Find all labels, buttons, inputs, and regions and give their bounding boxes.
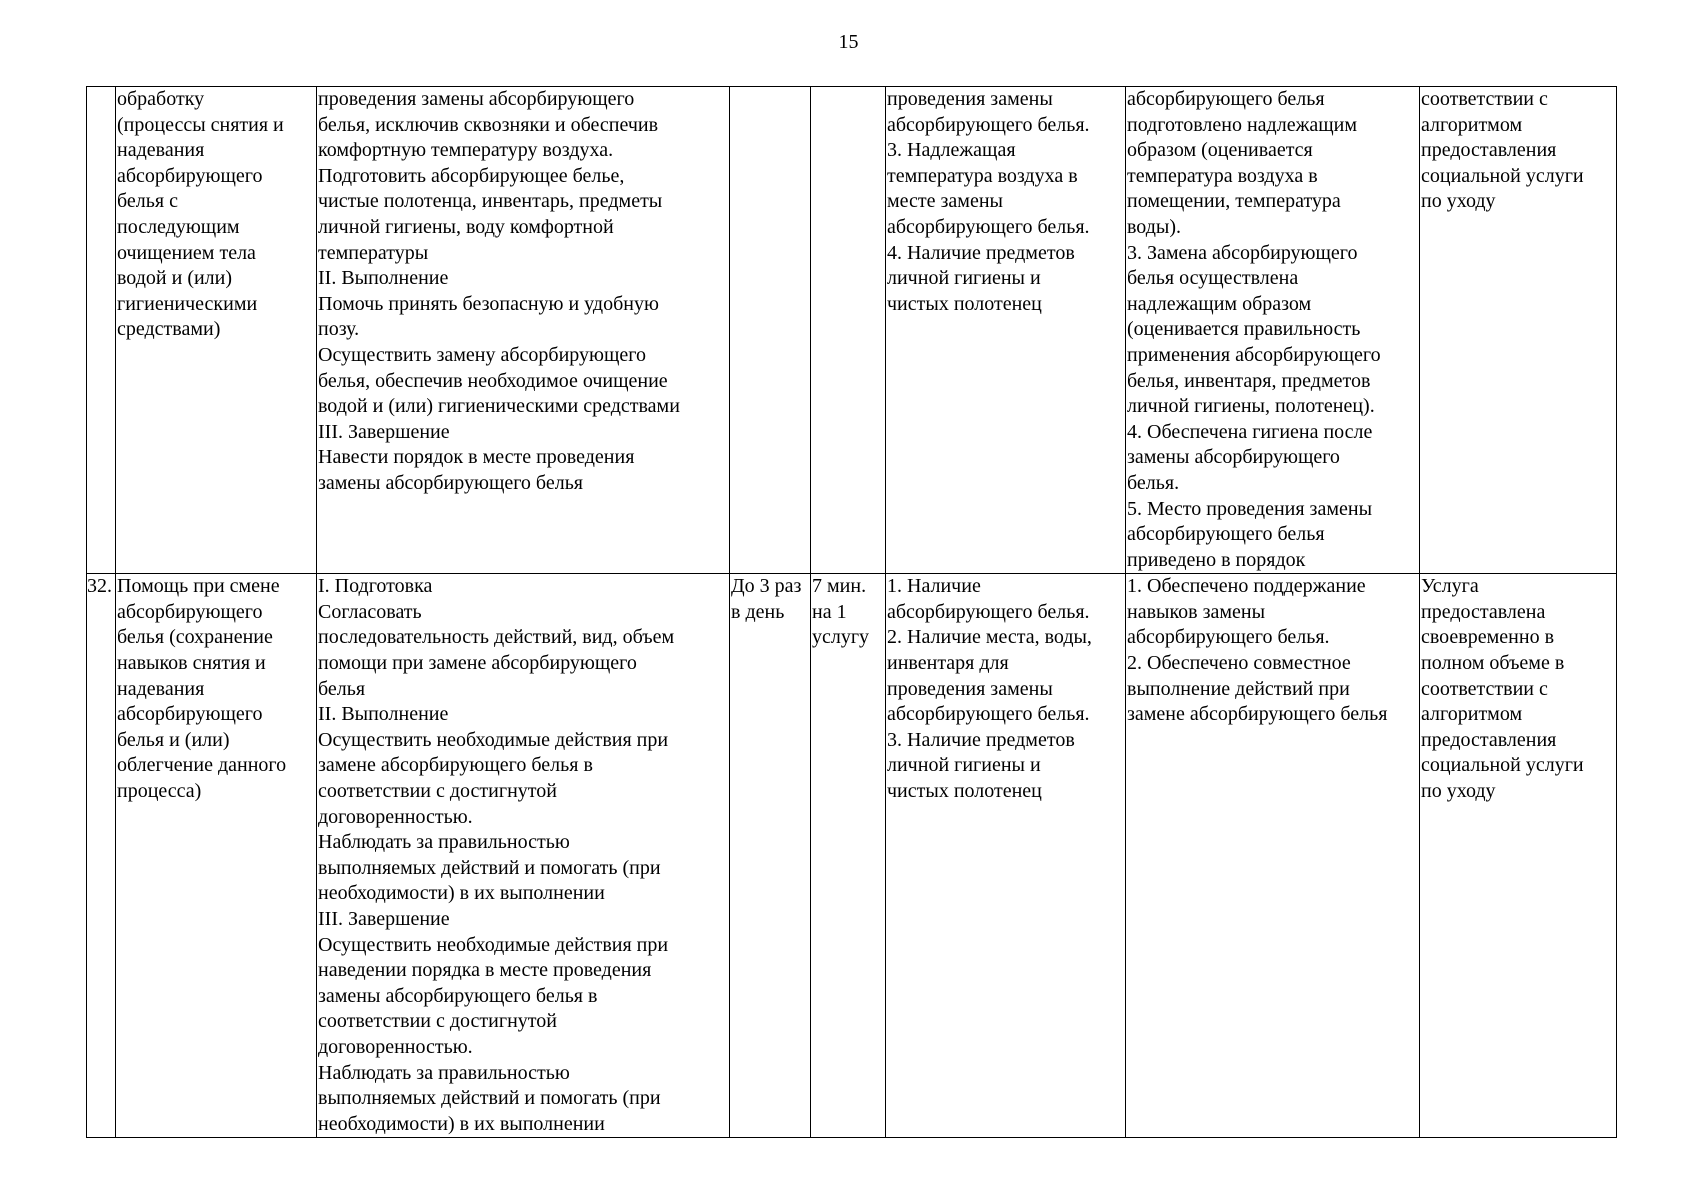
page-number: 15 [838, 31, 859, 53]
cell-text-line: чистые полотенца, инвентарь, предметы [318, 190, 663, 213]
cell-text-line: Наблюдать за правильностью [318, 1061, 570, 1084]
cell-text-line: месте замены [887, 190, 1003, 213]
cell-text-line: (процессы снятия и [117, 113, 284, 136]
cell-text-line: личной гигиены, полотенец). [1127, 395, 1375, 418]
cell-text-line: образом (оценивается [1127, 139, 1313, 162]
cell-text-line: процесса) [117, 780, 202, 803]
frequency-cell [730, 87, 811, 574]
cell-text-line: навыков замены [1127, 600, 1266, 623]
cell-text-line: предоставления [1421, 139, 1557, 162]
cell-text-line: замене абсорбирующего белья [1127, 703, 1388, 726]
cell-text-line: II. Выполнение [318, 267, 449, 290]
cell-text-line: предоставлена [1421, 600, 1546, 623]
cell-text-line: абсорбирующего белья. [887, 113, 1090, 136]
cell-text-line: проведения замены абсорбирующего [318, 88, 635, 110]
cell-text-line: помещении, температура [1127, 190, 1341, 213]
cell-text-line: чистых полотенец [887, 292, 1042, 315]
quality-indicators-cell [1126, 87, 1420, 574]
cell-text-line: 4. Обеспечена гигиена после [1127, 420, 1373, 443]
frequency-cell [730, 574, 811, 1138]
cell-text-line: Помочь принять безопасную и удобную [318, 292, 659, 315]
cell-text-line: 5. Место проведения замены [1127, 497, 1372, 520]
cell-text-line: выполняемых действий и помогать (при [318, 1087, 661, 1110]
cell-text-line: навыков снятия и [117, 652, 266, 675]
cell-text-line: соответствии с [1421, 677, 1548, 700]
cell-text-line: социальной услуги [1421, 164, 1584, 187]
cell-text-line: абсорбирующего белья [1127, 523, 1325, 546]
cell-text-line: белья (сохранение [117, 626, 273, 649]
cell-text-line: необходимости) в их выполнении [318, 882, 605, 905]
cell-text-line: белья, обеспечив необходимое очищение [318, 369, 668, 392]
cell-text-line: договоренностью. [318, 1035, 473, 1058]
cell-text-line: Подготовить абсорбирующее белье, [318, 164, 625, 187]
duration-cell [811, 87, 886, 574]
cell-text-line: 1. Наличие [887, 575, 981, 598]
procedure-cell [317, 574, 730, 1138]
cell-text-line: абсорбирующего [117, 703, 263, 726]
cell-text-line: алгоритмом [1421, 703, 1523, 726]
cell-text-line: личной гигиены, воду комфортной [318, 215, 614, 238]
cell-text-line: замены абсорбирующего белья [318, 471, 584, 494]
cell-text-line: абсорбирующего [117, 600, 263, 623]
cell-text-line: соответствии с достигнутой [318, 1010, 557, 1033]
cell-text-line: III. Завершение [318, 908, 450, 930]
cell-text-line: II. Выполнение [318, 703, 449, 726]
cell-text-line: белья, исключив сквозняки и обеспечив [318, 113, 659, 136]
cell-text-line: очищением тела [117, 241, 256, 264]
cell-text-line: выполнение действий при [1127, 677, 1350, 700]
cell-text-line: белья и (или) [117, 728, 230, 751]
cell-text-line: Согласовать [318, 600, 422, 623]
cell-text-line: 7 мин. [812, 575, 867, 598]
cell-text-line: воды). [1127, 215, 1182, 238]
cell-text-line: температуры [318, 241, 429, 264]
cell-text-line: замены абсорбирующего [1127, 446, 1340, 469]
row-number-cell [87, 574, 116, 1138]
cell-text-line: Осуществить замену абсорбирующего [318, 343, 646, 366]
cell-text-line: проведения замены [887, 88, 1053, 110]
cell-text-line: абсорбирующего белья. [887, 703, 1090, 726]
cell-text-line: 2. Наличие места, воды, [887, 626, 1092, 649]
cell-text-line: 3. Замена абсорбирующего [1127, 241, 1358, 264]
cell-text-line: абсорбирующего белья. [887, 600, 1090, 623]
cell-text-line: 3. Наличие предметов [887, 728, 1075, 751]
cell-text-line: белья [318, 677, 366, 700]
table-row [87, 574, 1617, 1138]
cell-text-line: проведения замены [887, 677, 1053, 700]
cell-text-line: полном объеме в [1421, 652, 1565, 675]
cell-text-line: 2. Обеспечено совместное [1127, 652, 1351, 675]
cell-text-line: надлежащим образом [1127, 292, 1312, 315]
cell-text-line: гигиеническими [117, 292, 258, 315]
cell-text-line: Осуществить необходимые действия при [318, 933, 669, 956]
cell-text-line: 1. Обеспечено поддержание [1127, 575, 1366, 598]
cell-text-line: Осуществить необходимые действия при [318, 728, 669, 751]
procedure-cell [317, 87, 730, 574]
cell-text-line: последовательность действий, вид, объем [318, 626, 675, 649]
cell-text-line: позу. [318, 318, 360, 341]
cell-text-line: (оценивается правильность [1127, 318, 1361, 341]
cell-text-line: 3. Надлежащая [887, 139, 1016, 162]
cell-text-line: водой и (или) [117, 267, 233, 290]
cell-text-line: последующим [117, 215, 240, 238]
cell-text-line: выполняемых действий и помогать (при [318, 856, 661, 879]
cell-text-line: предоставления [1421, 728, 1557, 751]
service-name-cell [116, 87, 317, 574]
cell-text-line: надевания [117, 139, 205, 162]
cell-text-line: III. Завершение [318, 420, 450, 443]
cell-text-line: До 3 раз [731, 575, 802, 598]
cell-text-line: помощи при замене абсорбирующего [318, 652, 637, 675]
conditions-cell [886, 87, 1126, 574]
cell-text-line: договоренностью. [318, 805, 473, 828]
cell-text-line: абсорбирующего белья [1127, 88, 1325, 110]
table-row [87, 87, 1617, 574]
cell-text-line: в день [731, 600, 785, 623]
cell-text-line: Навести порядок в месте проведения [318, 446, 635, 469]
cell-text-line: приведено в порядок [1127, 548, 1306, 571]
cell-text-line: замене абсорбирующего белья в [318, 754, 593, 777]
services-table [86, 86, 1617, 1138]
cell-text-line: водой и (или) гигиеническими средствами [318, 395, 680, 418]
conditions-cell [886, 574, 1126, 1138]
cell-text-line: белья с [117, 190, 178, 213]
cell-text-line: по уходу [1421, 190, 1496, 213]
cell-text-line: Помощь при смене [117, 575, 280, 598]
row-number-cell [87, 87, 116, 574]
row-number: 32. [87, 575, 112, 598]
cell-text-line: Наблюдать за правильностью [318, 831, 570, 854]
cell-text-line: личной гигиены и [887, 267, 1041, 290]
cell-text-line: I. Подготовка [318, 575, 433, 598]
duration-cell [811, 574, 886, 1138]
cell-text-line: надевания [117, 677, 205, 700]
cell-text-line: средствами) [117, 318, 221, 341]
cell-text-line: белья, инвентаря, предметов [1127, 369, 1371, 392]
cell-text-line: белья осуществлена [1127, 267, 1299, 290]
cell-text-line: комфортную температуру воздуха. [318, 139, 614, 162]
cell-text-line: услугу [812, 626, 870, 649]
cell-text-line: Услуга [1421, 575, 1479, 598]
cell-text-line: чистых полотенец [887, 780, 1042, 803]
cell-text-line: применения абсорбирующего [1127, 343, 1381, 366]
cell-text-line: 4. Наличие предметов [887, 241, 1075, 264]
cell-text-line: замены абсорбирующего белья в [318, 984, 598, 1007]
cell-text-line: белья. [1127, 471, 1180, 494]
cell-text-line: облегчение данного [117, 754, 287, 777]
cell-text-line: необходимости) в их выполнении [318, 1112, 605, 1135]
cell-text-line: алгоритмом [1421, 113, 1523, 136]
cell-text-line: своевременно в [1421, 626, 1555, 649]
cell-text-line: обработку [117, 88, 205, 110]
service-name-cell [116, 574, 317, 1138]
result-evaluation-cell [1420, 574, 1617, 1138]
cell-text-line: по уходу [1421, 780, 1496, 803]
cell-text-line: на 1 [812, 600, 847, 623]
cell-text-line: абсорбирующего белья. [887, 215, 1090, 238]
cell-text-line: соответствии с [1421, 88, 1548, 110]
cell-text-line: абсорбирующего [117, 164, 263, 187]
cell-text-line: подготовлено надлежащим [1127, 113, 1358, 136]
cell-text-line: социальной услуги [1421, 754, 1584, 777]
cell-text-line: температура воздуха в [887, 164, 1078, 187]
cell-text-line: инвентаря для [887, 652, 1009, 675]
cell-text-line: соответствии с достигнутой [318, 780, 557, 803]
result-evaluation-cell [1420, 87, 1617, 574]
cell-text-line: наведении порядка в месте проведения [318, 959, 652, 982]
cell-text-line: личной гигиены и [887, 754, 1041, 777]
cell-text-line: абсорбирующего белья. [1127, 626, 1330, 649]
cell-text-line: температура воздуха в [1127, 164, 1318, 187]
quality-indicators-cell [1126, 574, 1420, 1138]
